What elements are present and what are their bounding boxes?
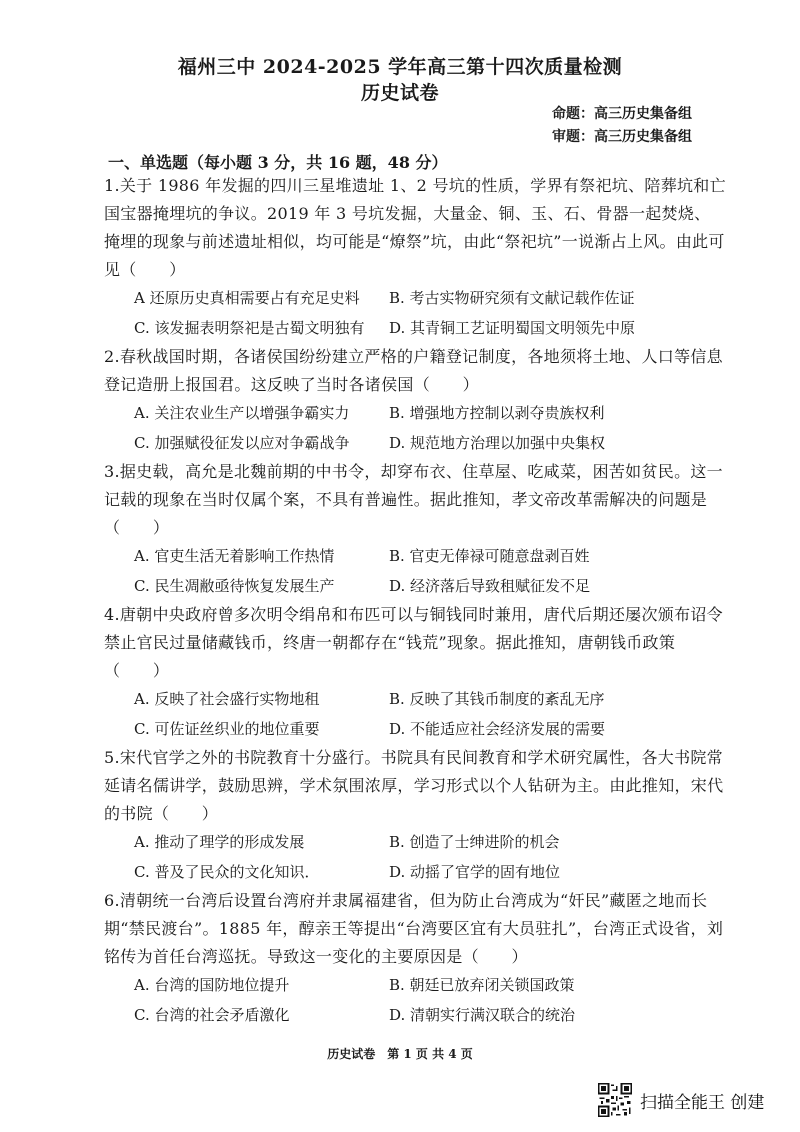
question-item (104, 744, 726, 887)
answer-option: B. 增强地方控制以剥夺贵族权利 (389, 404, 605, 422)
answer-option: A. 台湾的国防地位提升 (134, 976, 290, 994)
answer-option: C. 加强赋役征发以应对争霸战争 (134, 433, 350, 452)
question-stem: 4.唐朝中央政府曾多次明令绢帛和布匹可以与铜钱同时兼用，唐代后期还屡次颁布诏令禁止官民过量储藏钱币，终唐一朝都存在“钱荒”现象。据此推知，唐朝钱币政策（ ） (104, 605, 723, 680)
answer-option: D. 清朝实行满汉联合的统治 (389, 1005, 576, 1024)
answer-option: A. 反映了社会盛行实物地租 (134, 690, 320, 708)
answer-option: D. 动摇了官学的固有地位 (389, 862, 561, 881)
answer-option: B. 朝廷已放弃闭关锁国政策 (389, 976, 575, 994)
option-grid (104, 399, 726, 458)
answer-option: A. 推动了理学的形成发展 (134, 833, 305, 851)
option-grid (104, 828, 726, 887)
qr-code-icon (598, 1083, 632, 1117)
answer-option: A 还原历史真相需要占有充足史料 (134, 289, 360, 307)
option-grid (104, 685, 726, 744)
answer-option: B. 反映了其钱币制度的紊乱无序 (389, 690, 605, 708)
question-item (104, 343, 726, 458)
answer-option: D. 规范地方治理以加强中央集权 (389, 433, 606, 452)
section-title: 一、单选题（每小题 3 分，共 16 题，48 分） (108, 153, 448, 172)
answer-option: D. 其青铜工艺证明蜀国文明领先中原 (389, 318, 636, 337)
answer-option: A. 官吏生活无着影响工作热情 (134, 547, 335, 565)
question-stem: 2.春秋战国时期，各诸侯国纷纷建立严格的户籍登记制度，各地须将土地、人口等信息登记造册上报国君。这反映了当时各诸侯国（ ） (104, 347, 723, 394)
question-stem: 1.关于 1986 年发掘的四川三星堆遗址 1、2 号坑的性质，学界有祭祀坑、陪葬坑和亡国宝器掩埋坑的争议。2019 年 3 号坑发掘，大量金、铜、玉、石、骨器一起焚烧、掩埋的现象与前述遗址相似，均可能是“燎祭”坑，由此“祭祀坑”一说渐占上风。由此可见（ ） (104, 176, 726, 279)
question-list (104, 172, 726, 1030)
question-item (104, 172, 726, 343)
reviewer-line: 审题：高三历史集备组 (552, 129, 692, 145)
scanner-brand-label: 扫描全能王 创建 (640, 1092, 765, 1113)
exam-title: 福州三中 2024-2025 学年高三第十四次质量检测 (177, 56, 623, 78)
question-item (104, 887, 726, 1030)
answer-option: B. 创造了士绅进阶的机会 (389, 833, 560, 851)
answer-option: C. 台湾的社会矛盾激化 (134, 1005, 290, 1024)
answer-option: D. 经济落后导致租赋征发不足 (389, 576, 591, 595)
page-footer: 历史试卷 第 1 页 共 4 页 (327, 1047, 473, 1061)
question-stem: 5.宋代官学之外的书院教育十分盛行。书院具有民间教育和学术研究属性，各大书院常延请名儒讲学，鼓励思辨，学术氛围浓厚，学习形式以个人钻研为主。由此推知，宋代的书院（ ） (104, 748, 724, 823)
option-grid (104, 971, 726, 1030)
option-grid (104, 284, 726, 343)
question-item (104, 601, 726, 744)
question-item (104, 458, 726, 601)
scanner-watermark (598, 1082, 764, 1118)
option-grid (104, 542, 726, 601)
answer-option: C. 该发掘表明祭祀是古蜀文明独有 (134, 318, 365, 337)
answer-option: B. 官吏无俸禄可随意盘剥百姓 (389, 547, 590, 565)
answer-option: C. 民生凋敝亟待恢复发展生产 (134, 576, 335, 595)
answer-option: B. 考古实物研究须有文献记载作佐证 (389, 289, 635, 307)
question-stem: 6.清朝统一台湾后设置台湾府并隶属福建省，但为防止台湾成为“奸民”藏匿之地而长期“禁民渡台”。1885 年，醇亲王等提出“台湾要区宜有大员驻扎”，台湾正式设省，刘铭传为首任台湾巡抚。导致这一变化的主要原因是（ ） (104, 891, 724, 966)
answer-option: C. 可佐证丝织业的地位重要 (134, 719, 320, 738)
answer-option: C. 普及了民众的文化知识． (134, 862, 320, 881)
answer-option: A. 关注农业生产以增强争霸实力 (134, 404, 350, 422)
setter-line: 命题：高三历史集备组 (552, 106, 692, 122)
question-stem: 3.据史载，高允是北魏前期的中书令，却穿布衣、住草屋、吃咸菜，困苦如贫民。这一记载的现象在当时仅属个案，不具有普遍性。据此推知，孝文帝改革需解决的问题是（ ） (104, 462, 723, 537)
exam-subtitle: 历史试卷 (360, 82, 439, 104)
answer-option: D. 不能适应社会经济发展的需要 (389, 719, 606, 738)
